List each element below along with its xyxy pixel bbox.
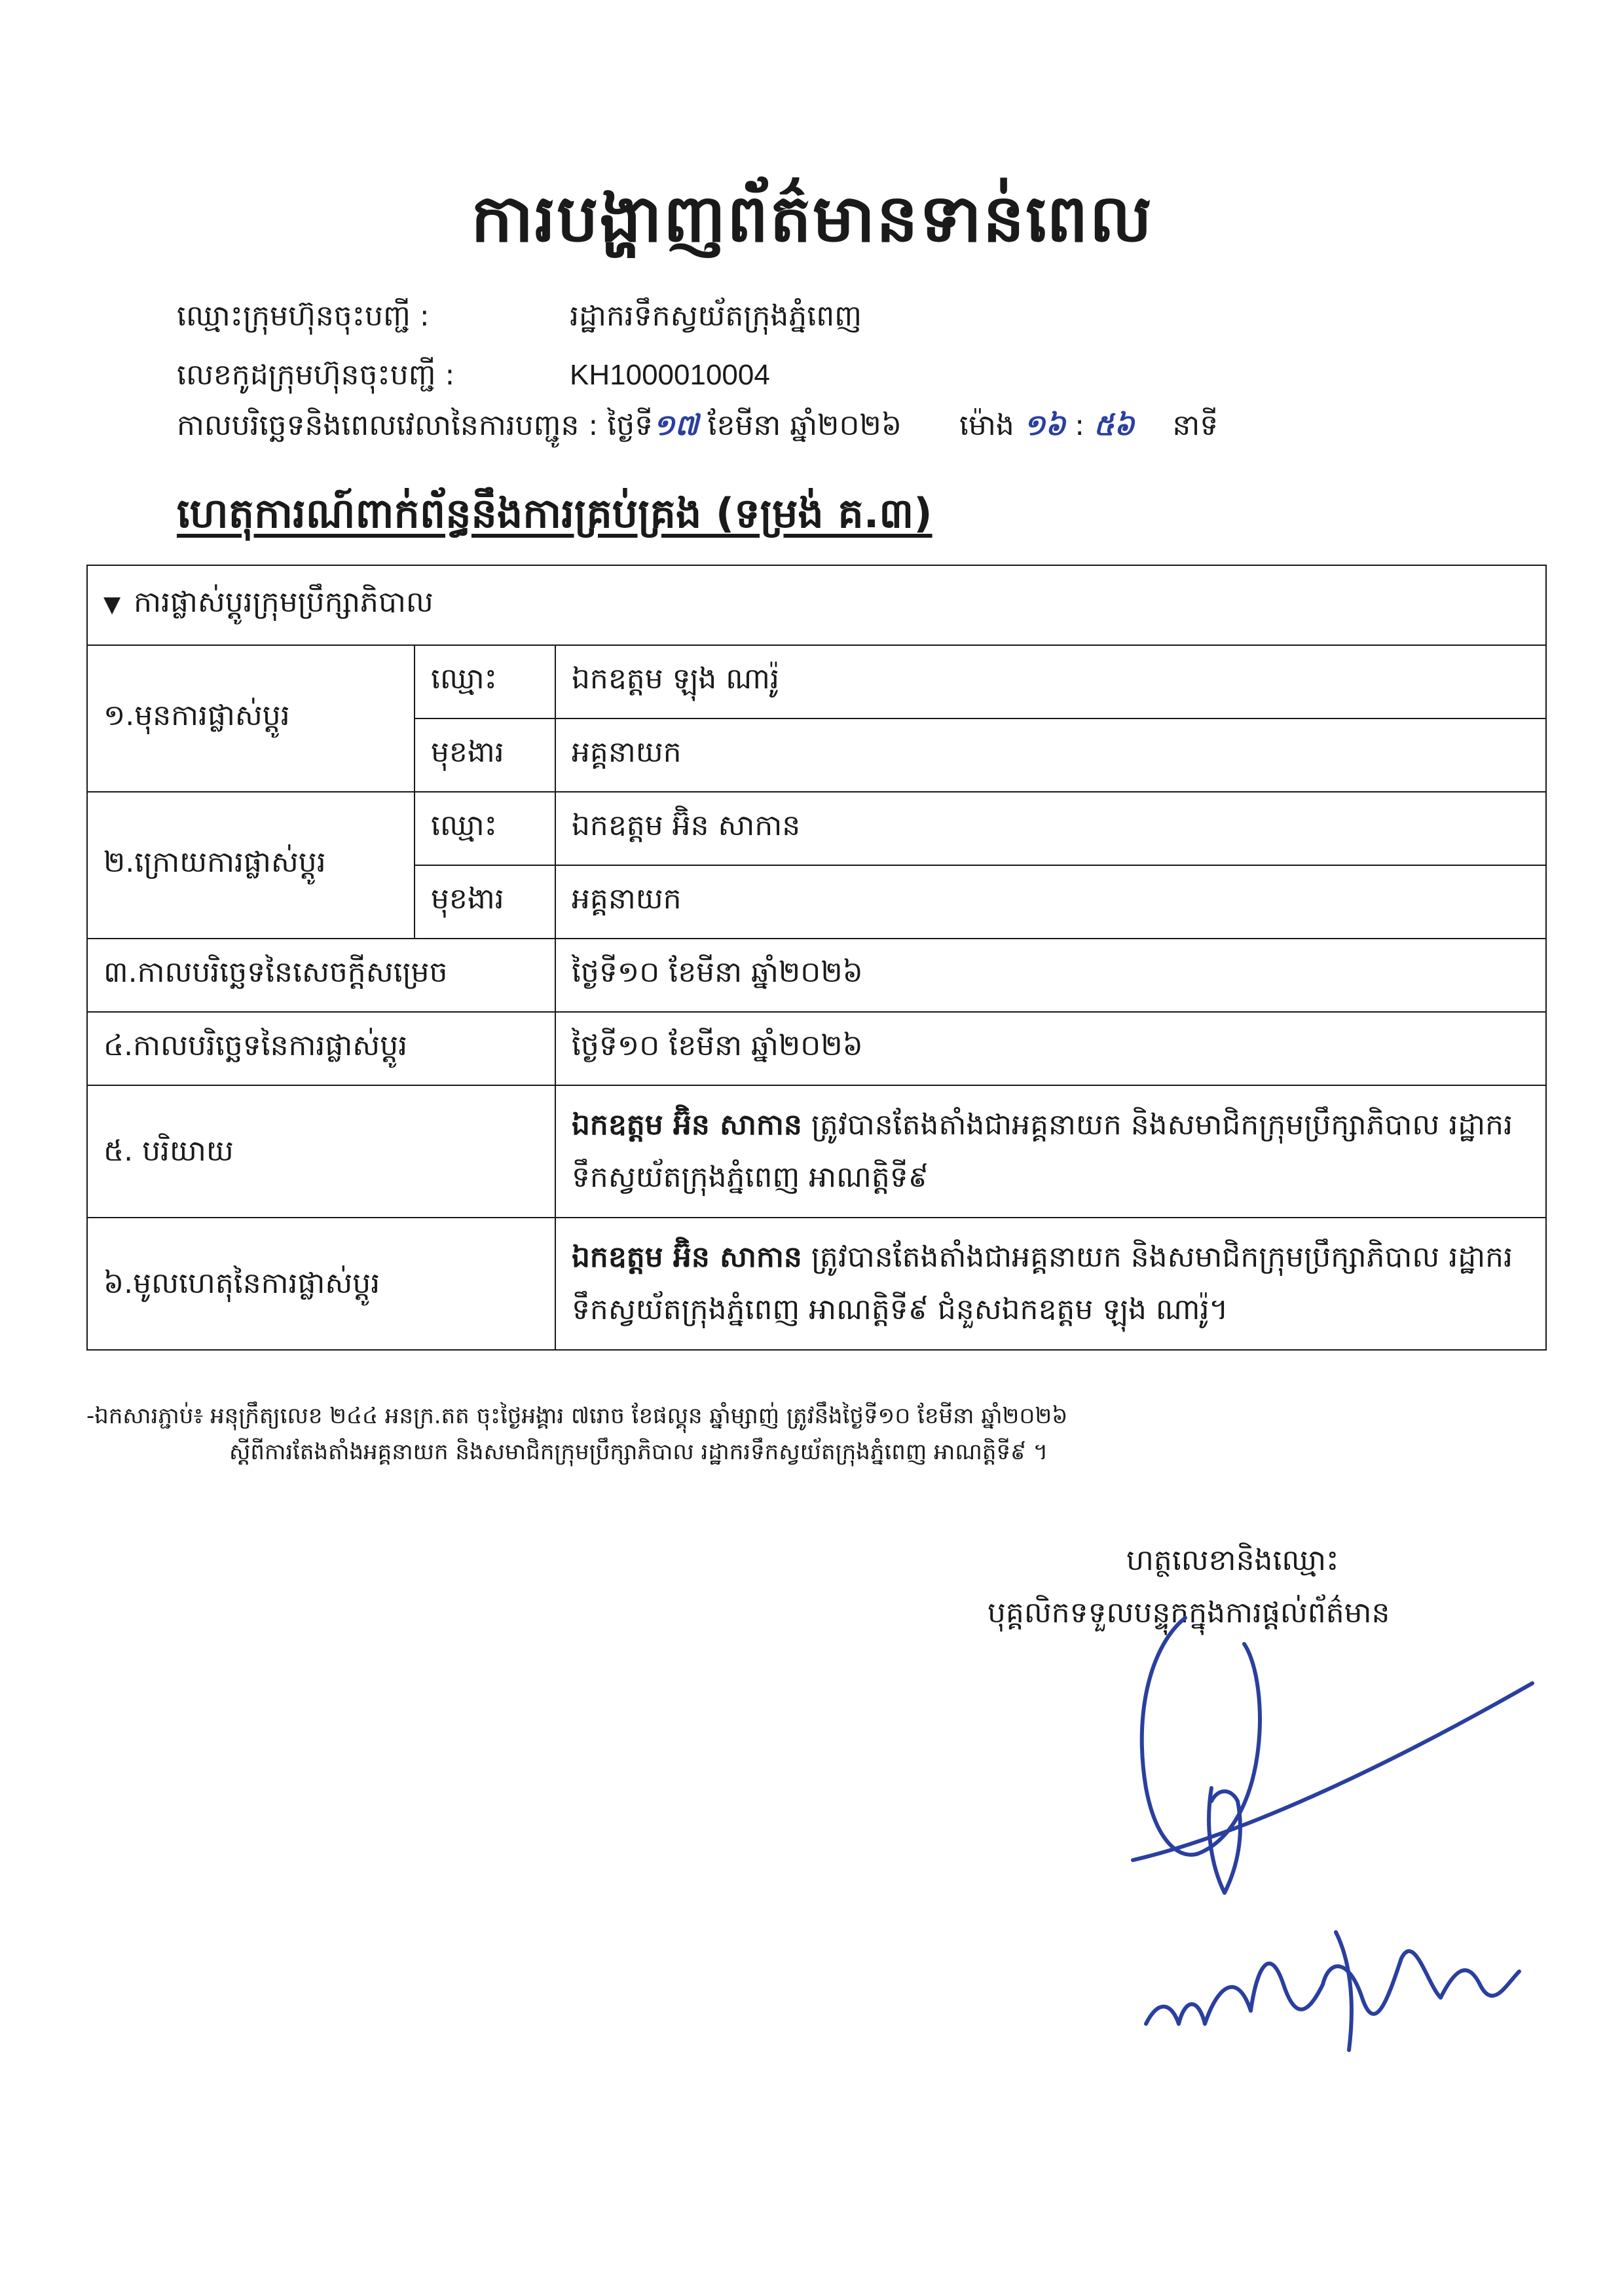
hour-value: ១៦ [1023, 409, 1066, 442]
company-code-row [177, 357, 770, 399]
board-change-table [86, 565, 1547, 1351]
reason-label: ៦.មូលហេតុនៃការផ្លាស់ប្តូរ [87, 1218, 555, 1350]
after-change-label: ២.ក្រោយការផ្លាស់ប្តូរ [87, 792, 415, 939]
after-name-label: ឈ្មោះ [415, 792, 555, 865]
signature-tick-stroke [1336, 1932, 1352, 2050]
before-change-label: ១.មុនការផ្លាស់ប្តូរ [87, 645, 415, 792]
change-date-label: ៤.កាលបរិច្ឆេទនៃការផ្លាស់ប្តូរ [87, 1012, 555, 1085]
company-name-row [177, 298, 862, 340]
signature-title: ហត្ថលេខានិងឈ្មោះ [1126, 1544, 1339, 1577]
minute-value: ៥៦ [1094, 409, 1135, 442]
collapse-caret-icon[interactable]: ▼ [103, 591, 121, 618]
day-value: ១៧ [653, 409, 699, 442]
change-date-value: ថ្ងៃទី១០ ខែមីនា ឆ្នាំ២០២៦ [555, 1012, 1546, 1085]
company-name-value: រដ្ឋាករទឹកស្វយ័តក្រុងភ្នំពេញ [570, 299, 862, 333]
section-title: ការផ្លាស់ប្តូរក្រុមប្រឹក្សាភិបាល [134, 586, 434, 619]
decision-date-value: ថ្ងៃទី១០ ខែមីនា ឆ្នាំ២០២៦ [555, 939, 1546, 1012]
description-bold: ឯកឧត្តម អ៊ិន សាកាន [572, 1108, 802, 1142]
signature-name-stroke [1146, 1951, 1519, 2024]
reason-rest: ត្រូវបានតែងតាំងជាអគ្គនាយក និងសមាជិកក្រុមប្រឹក្សាភិបាល រដ្ឋាករទឹកស្វយ័តក្រុងភ្នំពេញ អាណត្តិទី៩ ជំនួសឯកឧត្តម ឡុង ណារ៉ូ។ [572, 1241, 1513, 1326]
document-title: ការបង្ហាញព័ត៌មានទាន់ពេល [471, 180, 1153, 257]
signature-loop-stroke [1142, 1618, 1260, 1855]
form-subtitle: ហេតុការណ៍ពាក់ព័ន្ធនឹងការគ្រប់គ្រង (ទម្រង់ គ.៣) [177, 489, 932, 537]
decision-date-label: ៣.កាលបរិច្ឆេទនៃសេចក្តីសម្រេច [87, 939, 555, 1012]
company-code-value: KH1000010004 [570, 359, 770, 391]
section-header[interactable] [87, 565, 1546, 645]
month-year: ខែមីនា ឆ្នាំ២០២៦ [707, 409, 902, 442]
datetime-label: កាលបរិច្ឆេទនិងពេលវេលានៃការបញ្ជូន : [177, 409, 599, 442]
description-value [555, 1085, 1546, 1218]
company-code-label: លេខកូដក្រុមហ៊ុនចុះបញ្ជី : [177, 358, 455, 392]
reason-value [555, 1218, 1546, 1350]
signature-inner-stroke [1209, 1788, 1240, 1893]
after-name-value: ឯកឧត្តម អ៊ិន សាកាន [555, 792, 1546, 865]
submission-datetime-row: កាលបរិច្ឆេទនិងពេលវេលានៃការបញ្ជូន : ថ្ងៃទី១៧ ខែមីនា ឆ្នាំ២០២៦ ម៉ោង ១៦ : ៥៦ នាទី [177, 409, 1219, 442]
after-position-label: មុខងារ [415, 865, 555, 939]
footnote-line-2: ស្តីពីការតែងតាំងអគ្គនាយក និងសមាជិកក្រុមប្រឹក្សាភិបាល រដ្ឋាករទឹកស្វយ័តក្រុងភ្នំពេញ អាណត្តិទី៩ ។ [229, 1439, 1048, 1465]
before-position-label: មុខងារ [415, 718, 555, 792]
handwritten-signature [1022, 1592, 1572, 2247]
before-name-label: ឈ្មោះ [415, 645, 555, 718]
description-rest: ត្រូវបានតែងតាំងជាអគ្គនាយក និងសមាជិកក្រុមប្រឹក្សាភិបាល រដ្ឋាករទឹកស្វយ័តក្រុងភ្នំពេញ អាណត្តិទី៩ [572, 1108, 1513, 1194]
description-label: ៥. បរិយាយ [87, 1085, 555, 1218]
signature-underline-stroke [1133, 1683, 1532, 1860]
reason-bold: ឯកឧត្តម អ៊ិន សាកាន [572, 1241, 802, 1274]
minute-label: នាទី [1172, 409, 1219, 442]
before-position-value: អគ្គនាយក [555, 718, 1546, 792]
footnote-line-1: -ឯកសារភ្ជាប់៖ អនុក្រឹត្យលេខ ២៤៤ អនក្រ.តត ចុះថ្ងៃអង្គារ ៧រោច ខែផល្គុន ឆ្នាំម្សាញ់ ត្រូវនឹងថ្ងៃទី១០ ខែមីនា ឆ្នាំ២០២៦ [86, 1403, 1068, 1429]
hour-label: ម៉ោង [959, 409, 1014, 442]
day-prefix: ថ្ងៃទី [607, 409, 654, 442]
signature-subtitle: បុគ្គលិកទទួលបន្ទុកក្នុងការផ្តល់ព័ត៌មាន [987, 1596, 1390, 1630]
company-name-label: ឈ្មោះក្រុមហ៊ុនចុះបញ្ជី : [177, 299, 430, 333]
before-name-value: ឯកឧត្តម ឡុង ណារ៉ូ [555, 645, 1546, 718]
after-position-value: អគ្គនាយក [555, 865, 1546, 939]
